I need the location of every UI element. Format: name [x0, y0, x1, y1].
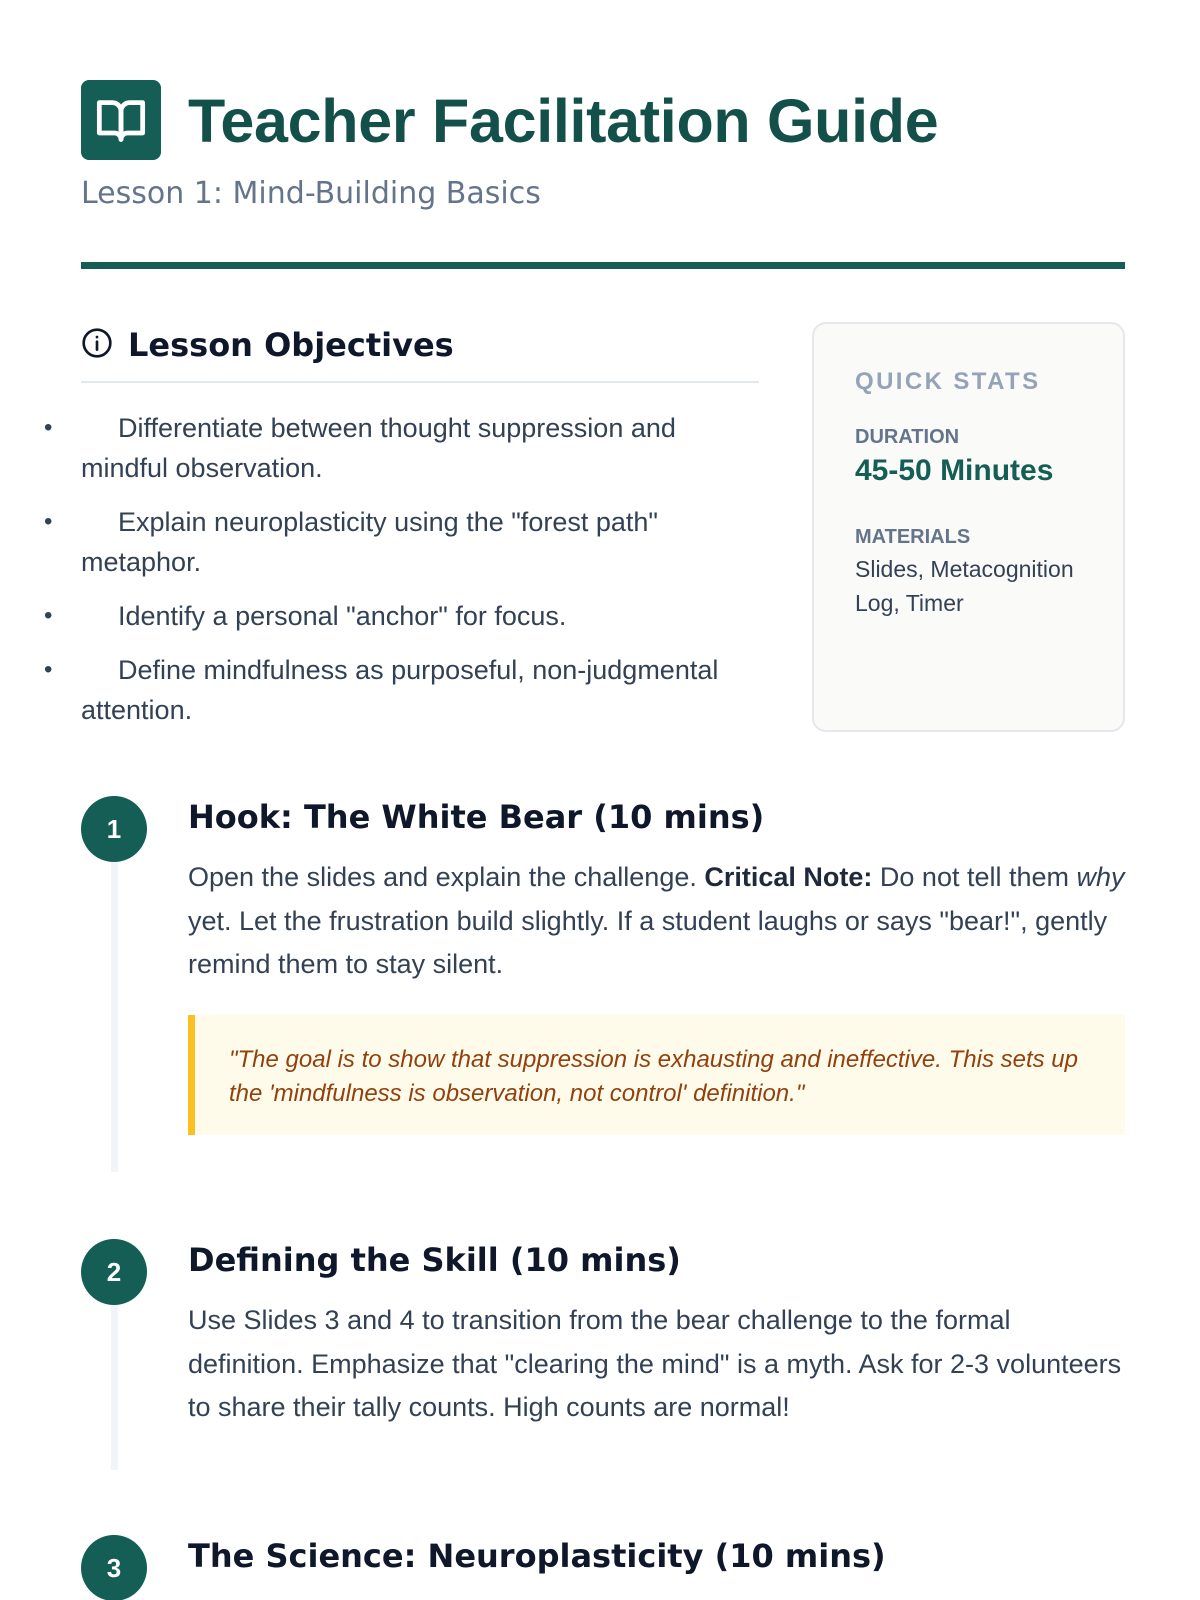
objectives-list — [81, 408, 759, 744]
critical-note-label: Critical Note: — [704, 862, 873, 892]
objective-item: • Differentiate between thought suppression and mindful observation. — [81, 408, 759, 488]
quick-stats-card — [812, 322, 1125, 732]
header-divider — [81, 262, 1125, 269]
step-text-emphasis: why — [1076, 862, 1125, 892]
open-book-icon — [81, 80, 161, 160]
page-title: Teacher Facilitation Guide — [188, 87, 939, 155]
duration-value: 45-50 Minutes — [855, 454, 1054, 487]
lesson-objectives-section — [81, 322, 759, 725]
materials-label: MATERIALS — [855, 526, 971, 548]
objectives-header — [81, 322, 759, 368]
objectives-heading: Lesson Objectives — [128, 326, 454, 364]
page-subtitle: Lesson 1: Mind-Building Basics — [81, 176, 541, 211]
objective-item: • Identify a personal "anchor" for focus. — [81, 596, 759, 636]
step-number-badge: 3 — [81, 1535, 147, 1600]
step-text-continued: Do not tell them — [872, 862, 1077, 892]
step-number-badge: 2 — [81, 1239, 147, 1305]
step-text-intro: Open the slides and explain the challenge. — [188, 862, 705, 892]
materials-value: Slides, Metacognition Log, Timer — [855, 556, 1074, 616]
step-description: Use Slides 3 and 4 to transition from the bear challenge to the formal definition. Emphasize that "clearing the mind" is a myth. Ask for 2-3 volunteers to share their tally counts. High counts are normal! — [188, 1305, 1122, 1422]
info-circle-icon — [81, 327, 113, 364]
step-title: Hook: The White Bear (10 mins) — [188, 798, 765, 836]
facilitator-callout — [188, 1015, 1125, 1135]
callout-quote: "The goal is to show that suppression is exhausting and ineffective. This sets up the 'mindfulness is observation, not control' definition." — [229, 1046, 1078, 1107]
objective-item: • Define mindfulness as purposeful, non-judgmental attention. — [81, 650, 759, 730]
objective-item: • Explain neuroplasticity using the "forest path" metaphor. — [81, 502, 759, 582]
step-description — [188, 856, 1125, 987]
step-number-badge: 1 — [81, 796, 147, 862]
step-text-rest: yet. Let the frustration build slightly. If a student laughs or says "bear!", gently remind them to stay silent. — [188, 905, 1108, 979]
duration-label: DURATION — [855, 426, 960, 448]
quick-stats-title: QUICK STATS — [855, 368, 1041, 395]
step-connector-line — [111, 826, 118, 1172]
step-title: The Science: Neuroplasticity (10 mins) — [188, 1537, 886, 1575]
objectives-divider — [81, 381, 759, 383]
step-title: Defining the Skill (10 mins) — [188, 1241, 681, 1279]
